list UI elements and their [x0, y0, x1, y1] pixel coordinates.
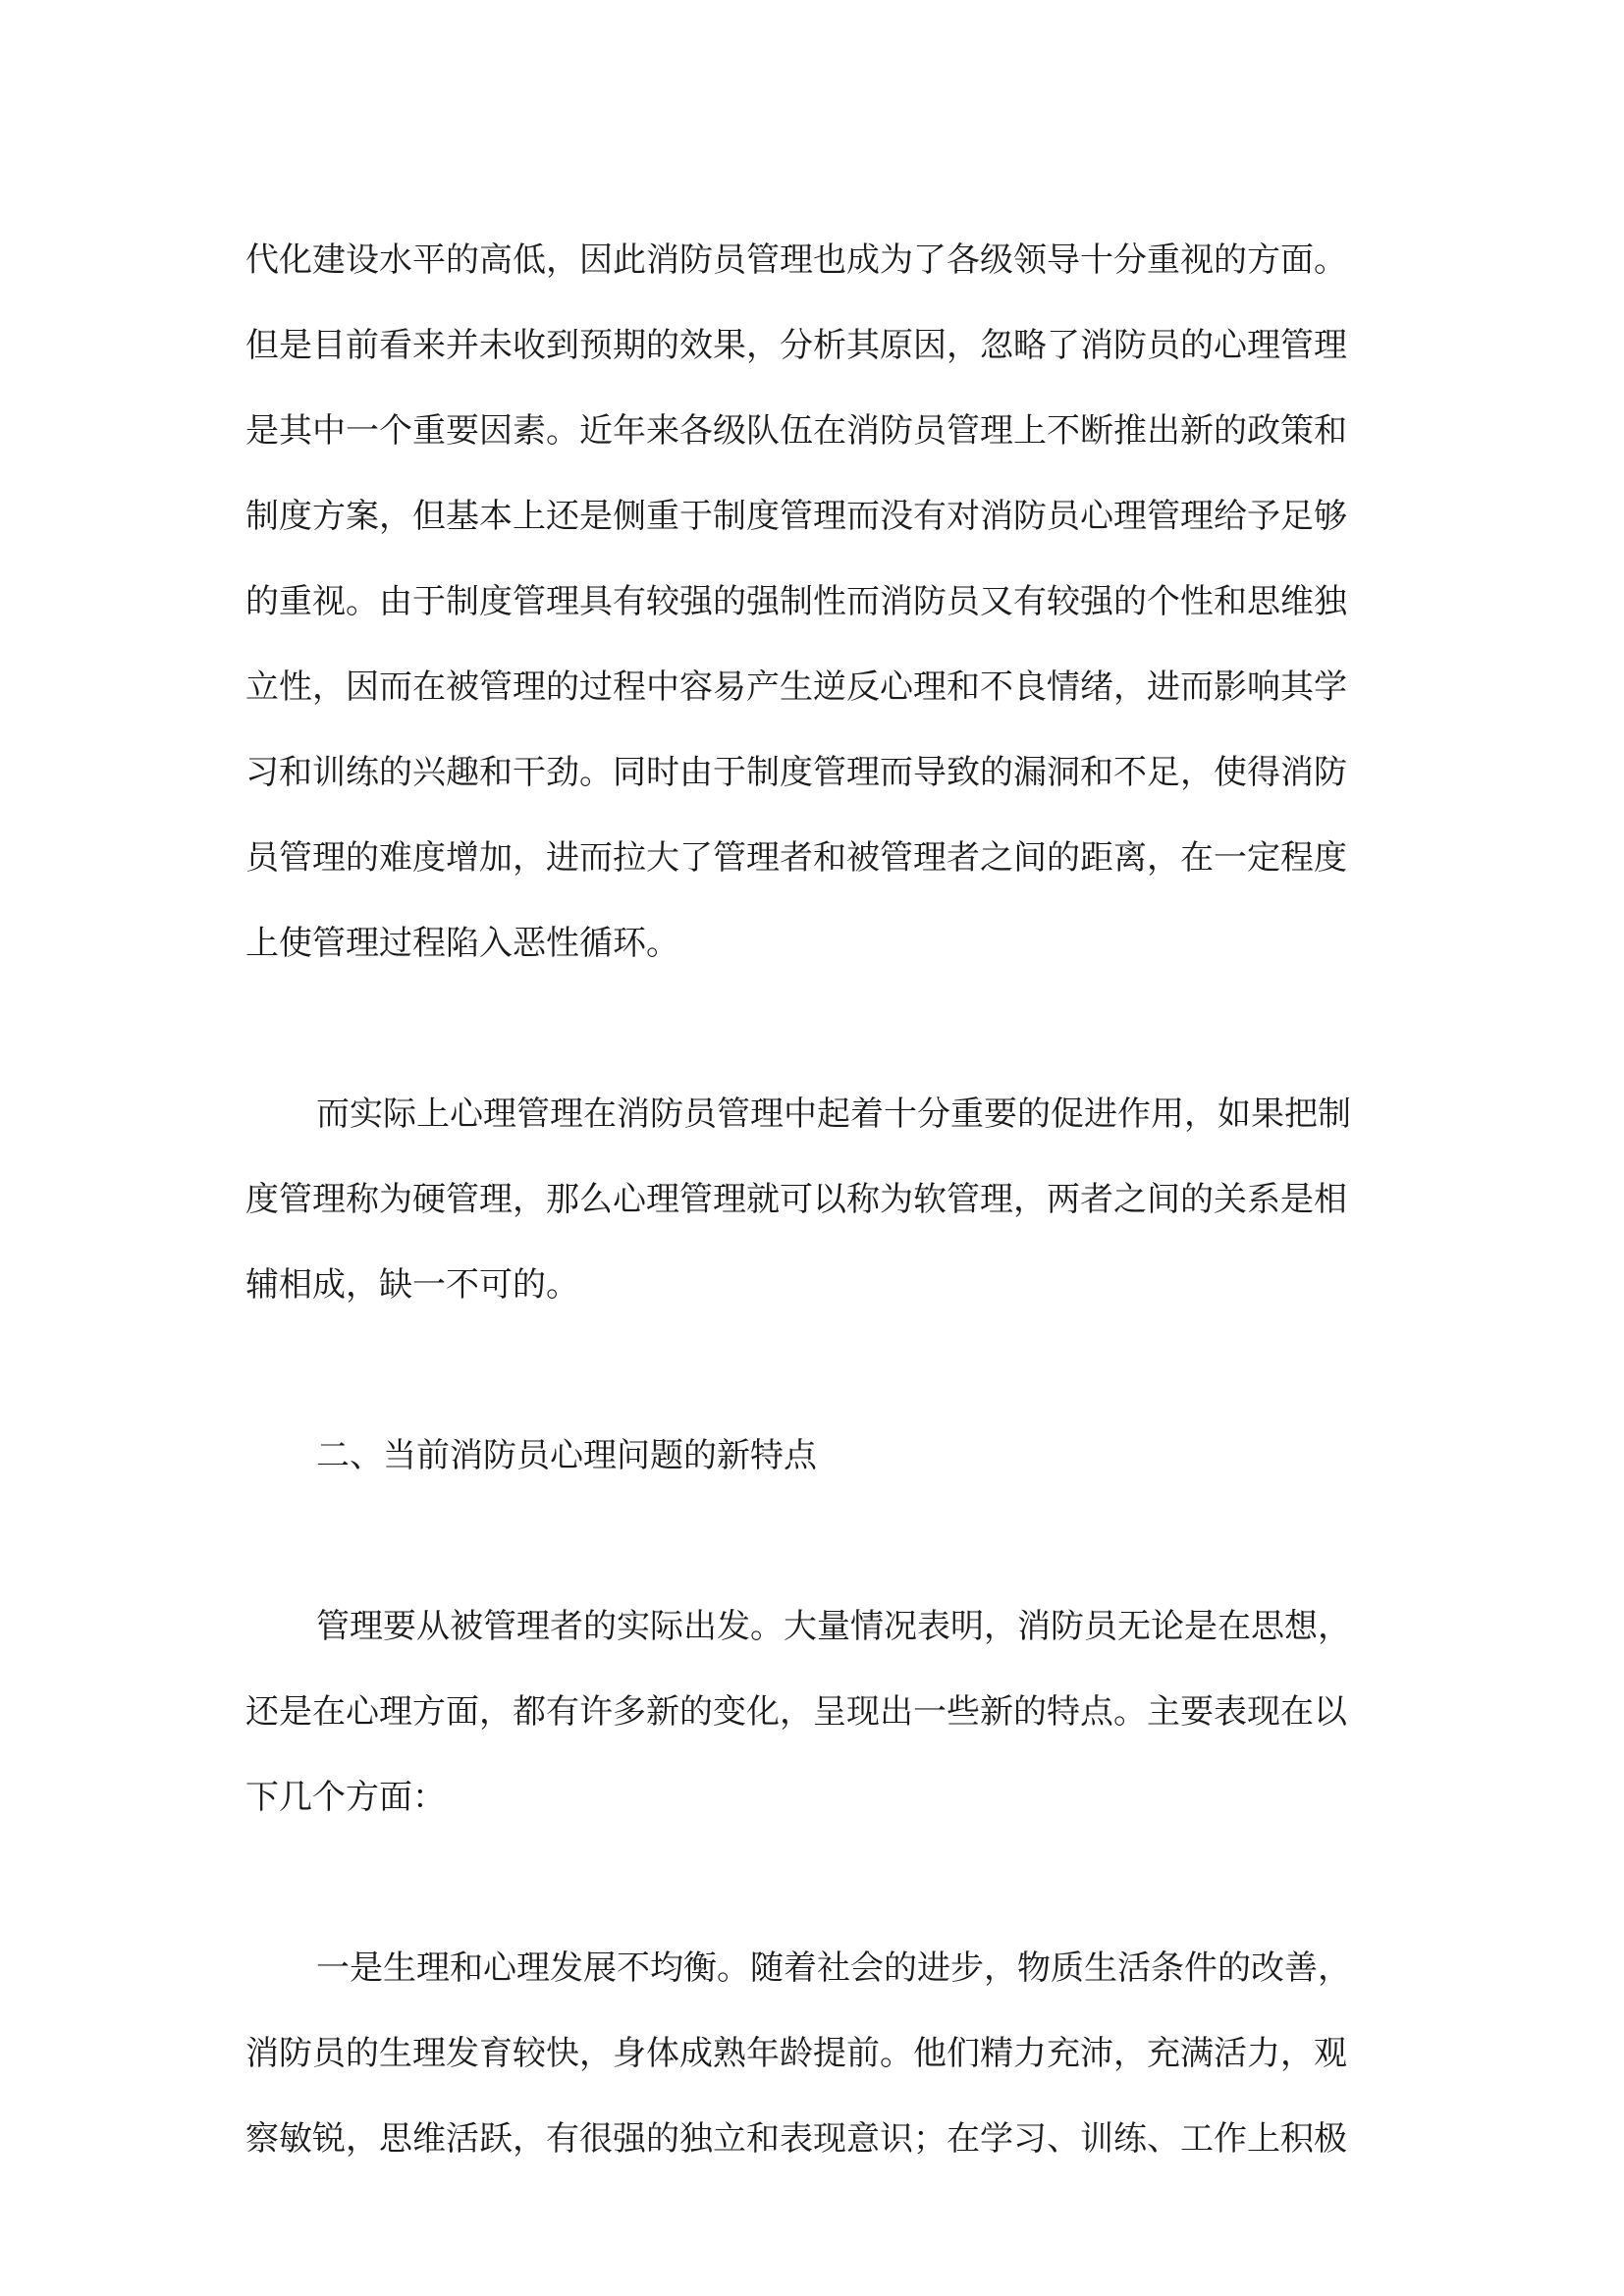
text-line: 而实际上心理管理在消防员管理中起着十分重要的促进作用，如果把制	[316, 1095, 1351, 1134]
text-line: 还是在心理方面，都有许多新的变化，呈现出一些新的特点。主要表现在以	[245, 1692, 1347, 1732]
text-line: 的重视。由于制度管理具有较强的强制性而消防员又有较强的个性和思维独	[245, 582, 1347, 621]
paragraph-spacer	[245, 1841, 1384, 1926]
text-line: 察敏锐，思维活跃，有很强的独立和表现意识；在学习、训练、工作上积极	[245, 2119, 1347, 2159]
text-line: 消防员的生理发育较快，身体成熟年龄提前。他们精力充沛，充满活力，观	[245, 2034, 1347, 2073]
paragraph-management-importance	[245, 218, 1384, 987]
text-line: 一是生理和心理发展不均衡。随着社会的进步，物质生活条件的改善，	[316, 1949, 1351, 1988]
paragraph-spacer	[245, 1499, 1384, 1584]
text-line: 上使管理过程陷入恶性循环。	[245, 924, 679, 963]
text-line: 下几个方面：	[245, 1778, 446, 1817]
paragraph-physiological-development	[245, 1926, 1384, 2182]
paragraph-spacer	[245, 987, 1384, 1072]
text-line: 辅相成，缺一不可的。	[245, 1265, 579, 1305]
text-line: 立性，因而在被管理的过程中容易产生逆反心理和不良情绪，进而影响其学	[245, 667, 1347, 707]
paragraph-new-characteristics	[245, 1584, 1384, 1841]
text-line: 但是目前看来并未收到预期的效果，分析其原因，忽略了消防员的心理管理	[245, 326, 1347, 365]
text-line: 是其中一个重要因素。近年来各级队伍在消防员管理上不断推出新的政策和	[245, 411, 1347, 451]
text-line: 员管理的难度增加，进而拉大了管理者和被管理者之间的距离，在一定程度	[245, 838, 1347, 878]
text-line: 度管理称为硬管理，那么心理管理就可以称为软管理，两者之间的关系是相	[245, 1180, 1347, 1219]
document-body	[245, 218, 1384, 2182]
text-line: 管理要从被管理者的实际出发。大量情况表明，消防员无论是在思想，	[316, 1607, 1351, 1646]
text-line: 习和训练的兴趣和干劲。同时由于制度管理而导致的漏洞和不足，使得消防	[245, 753, 1347, 792]
paragraph-soft-management	[245, 1072, 1384, 1328]
paragraph-spacer	[245, 1328, 1384, 1414]
text-line: 代化建设水平的高低，因此消防员管理也成为了各级领导十分重视的方面。	[245, 240, 1347, 280]
section-heading	[245, 1414, 1384, 1499]
text-line: 制度方案，但基本上还是侧重于制度管理而没有对消防员心理管理给予足够	[245, 497, 1347, 536]
section-heading-text: 二、当前消防员心理问题的新特点	[316, 1436, 817, 1475]
